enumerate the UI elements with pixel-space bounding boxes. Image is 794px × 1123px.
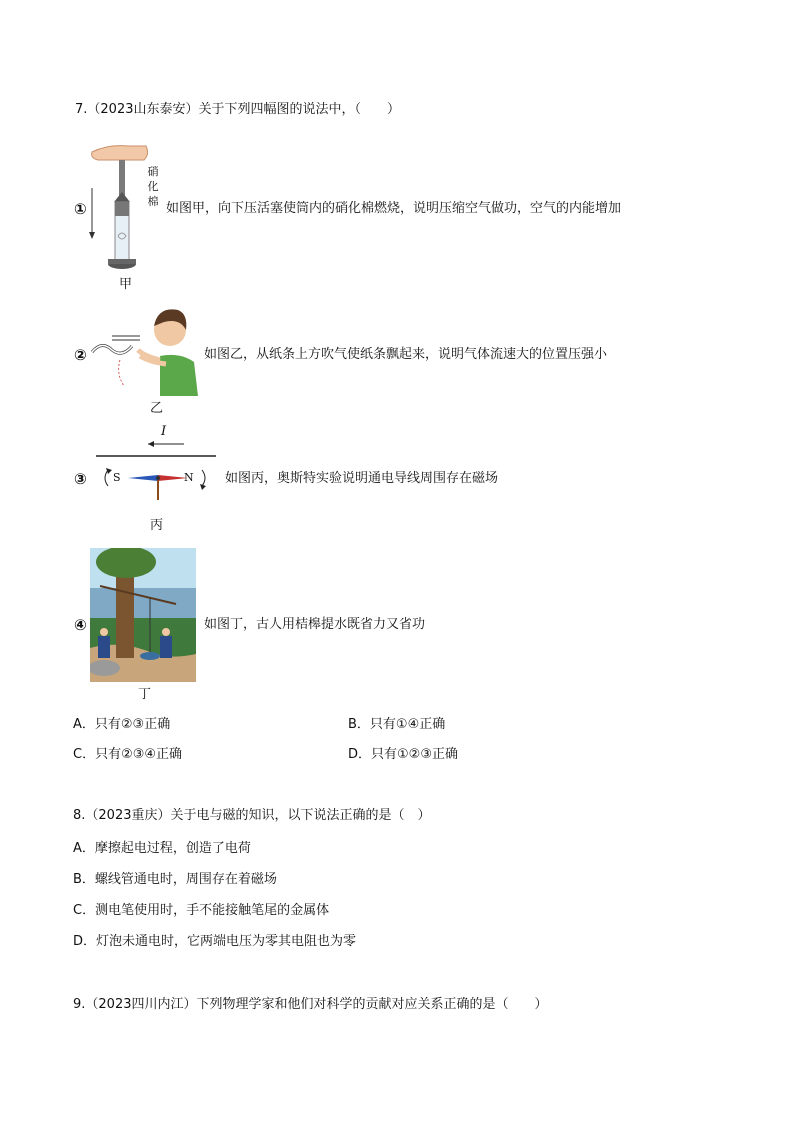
question-9-stem: 9.（2023四川内江）下列物理学家和他们对科学的贡献对应关系正确的是（ ） [73, 997, 548, 1012]
pole-n-label: N [184, 471, 194, 484]
figure-bing-caption: 丙 [150, 518, 164, 533]
ancient-well-sweep-illustration [90, 548, 196, 682]
figure-bing [96, 424, 220, 510]
item-2-text: 如图乙，从纸条上方吹气使纸条飘起来，说明气体流速大的位置压强小 [204, 347, 608, 362]
item-2-number: ② [74, 346, 87, 364]
figure-ding [90, 548, 196, 682]
item-3-text: 如图丙，奥斯特实验说明通电导线周围存在磁场 [225, 471, 499, 486]
item-1-number: ① [74, 200, 87, 218]
q7-option-a[interactable]: A．只有②③正确 [73, 717, 171, 732]
current-label: I [161, 424, 167, 439]
figure-jia-caption: 甲 [119, 277, 133, 292]
label-nitrocellulose: 硝 化 棉 [147, 165, 159, 208]
q7-option-c[interactable]: C．只有②③④正确 [73, 747, 183, 762]
item-4-number: ④ [74, 616, 87, 634]
figure-ding-caption: 丁 [138, 687, 152, 702]
item-3-number: ③ [74, 470, 87, 488]
item-1-text: 如图甲，向下压活塞使筒内的硝化棉燃烧，说明压缩空气做功，空气的内能增加 [166, 201, 622, 216]
figure-jia [88, 140, 168, 280]
question-8-stem: 8.（2023重庆）关于电与磁的知识，以下说法正确的是（ ） [73, 808, 431, 823]
figure-yi [90, 300, 202, 396]
q7-option-b[interactable]: B．只有①④正确 [348, 717, 446, 732]
oersted-experiment-illustration [96, 424, 220, 510]
q8-option-b[interactable]: B．螺线管通电时，周围存在着磁场 [73, 872, 277, 887]
pole-s-label: S [113, 471, 121, 484]
figure-yi-caption: 乙 [150, 401, 164, 416]
q8-option-d[interactable]: D．灯泡未通电时，它两端电压为零其电阻也为零 [73, 934, 357, 949]
boy-blowing-paper-illustration [90, 300, 202, 396]
piston-cylinder-illustration [88, 140, 168, 280]
question-7-stem: 7.（2023山东泰安）关于下列四幅图的说法中，（ ） [75, 102, 400, 117]
q8-option-a[interactable]: A．摩擦起电过程，创造了电荷 [73, 841, 251, 856]
q8-option-c[interactable]: C．测电笔使用时，手不能接触笔尾的金属体 [73, 903, 330, 918]
item-4-text: 如图丁，古人用桔槔提水既省力又省功 [204, 617, 426, 632]
q7-option-d[interactable]: D．只有①②③正确 [348, 747, 458, 762]
